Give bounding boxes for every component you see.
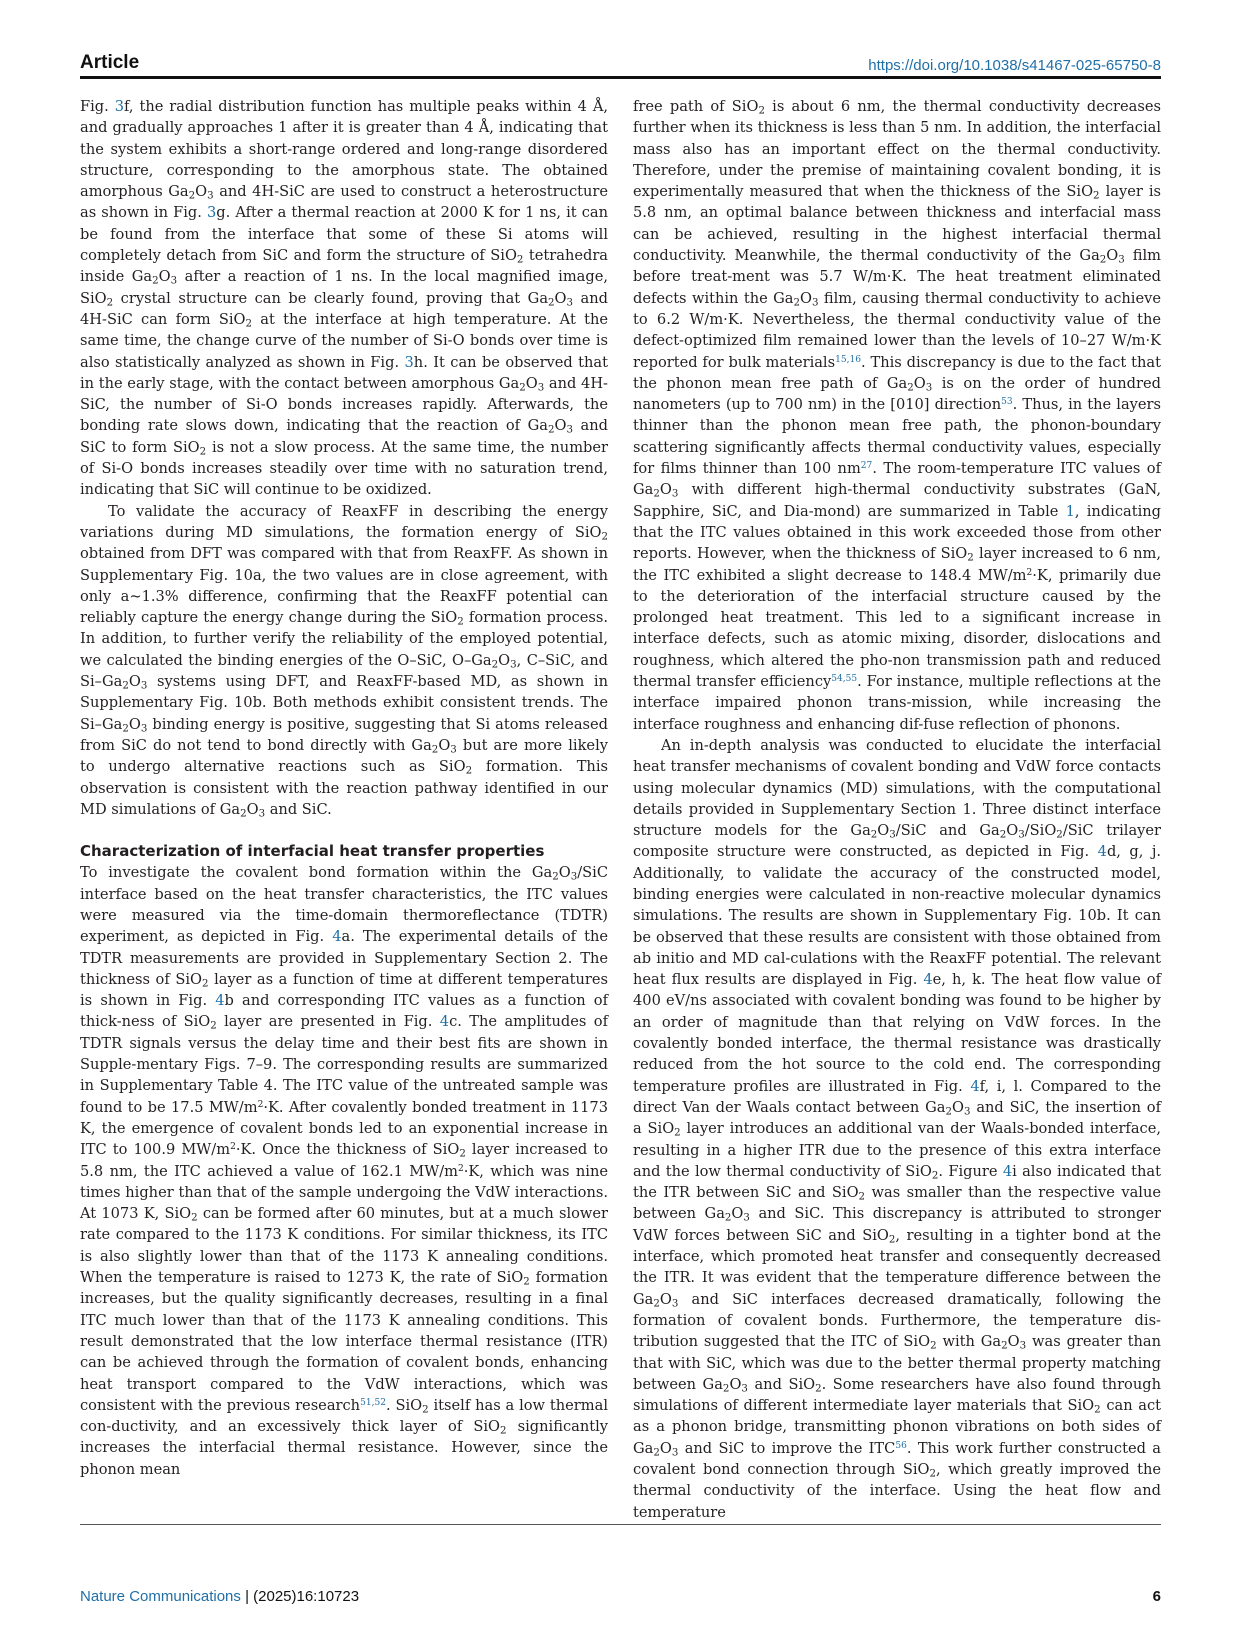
subscript: 3 bbox=[450, 744, 457, 756]
subscript: 3 bbox=[537, 382, 545, 394]
subscript: 3 bbox=[258, 808, 266, 820]
superscript: 2 bbox=[230, 1142, 236, 1153]
subscript: 3 bbox=[889, 829, 896, 841]
subscript: 2 bbox=[457, 616, 464, 628]
subscript: 2 bbox=[724, 1212, 732, 1224]
subscript: 2 bbox=[516, 254, 524, 266]
superscript: 2 bbox=[457, 1163, 464, 1174]
subscript: 2 bbox=[870, 829, 878, 841]
subscript: 2 bbox=[431, 744, 439, 756]
superscript: 2 bbox=[1026, 567, 1033, 578]
subscript: 2 bbox=[930, 1340, 937, 1352]
footer-divider bbox=[80, 1524, 1161, 1525]
figure-ref-link[interactable]: 1 bbox=[1065, 502, 1075, 520]
figure-ref-link[interactable]: 4 bbox=[215, 992, 225, 1010]
subscript: 3 bbox=[207, 190, 214, 202]
header-divider bbox=[80, 76, 1161, 79]
subscript: 3 bbox=[170, 275, 178, 287]
subscript: 2 bbox=[422, 1404, 429, 1416]
subscript: 2 bbox=[907, 382, 914, 394]
subscript: 3 bbox=[566, 297, 574, 309]
subscript: 3 bbox=[671, 488, 679, 500]
subscript: 2 bbox=[106, 297, 114, 309]
subscript: 2 bbox=[491, 659, 499, 671]
figure-ref-link[interactable]: 3 bbox=[114, 98, 125, 115]
page-footer bbox=[80, 1588, 1161, 1605]
figure-ref-link[interactable]: 4 bbox=[923, 971, 933, 989]
footer-separator: | bbox=[240, 1588, 254, 1605]
superscript: 2 bbox=[257, 1099, 264, 1110]
subscript: 2 bbox=[122, 723, 129, 735]
subscript: 3 bbox=[140, 723, 148, 735]
citation-ref-link[interactable]: 27 bbox=[860, 461, 873, 472]
subscript: 2 bbox=[548, 297, 555, 309]
subscript: 3 bbox=[963, 1106, 971, 1118]
subscript: 2 bbox=[793, 297, 801, 309]
subscript: 2 bbox=[999, 829, 1007, 841]
citation-ref-link[interactable]: 54,55 bbox=[831, 674, 858, 685]
right-column bbox=[633, 96, 1162, 1521]
figure-ref-link[interactable]: 4 bbox=[1002, 1162, 1013, 1180]
subscript: 3 bbox=[1118, 254, 1125, 266]
subscript: 2 bbox=[188, 190, 196, 202]
footer-citation bbox=[80, 1588, 359, 1605]
page-header bbox=[80, 44, 1161, 74]
subscript: 2 bbox=[674, 1127, 681, 1139]
subscript: 2 bbox=[653, 1447, 660, 1459]
subscript: 3 bbox=[510, 659, 517, 671]
subscript: 2 bbox=[1056, 829, 1063, 841]
figure-ref-link[interactable]: 3 bbox=[207, 204, 217, 222]
subscript: 2 bbox=[1099, 254, 1107, 266]
subscript: 2 bbox=[191, 1212, 198, 1224]
subscript: 2 bbox=[1093, 190, 1100, 202]
subscript: 2 bbox=[858, 1191, 866, 1203]
subscript: 2 bbox=[601, 531, 608, 543]
subscript: 2 bbox=[152, 275, 159, 287]
subscript: 2 bbox=[945, 1106, 953, 1118]
citation-ref-link[interactable]: 56 bbox=[895, 1440, 907, 1451]
subscript: 2 bbox=[240, 808, 247, 820]
doi-link[interactable]: https://doi.org/10.1038/s41467-025-65750-8 bbox=[868, 57, 1161, 74]
subscript: 2 bbox=[465, 765, 473, 777]
subscript: 2 bbox=[210, 1021, 217, 1033]
subscript: 2 bbox=[547, 425, 555, 436]
subscript: 2 bbox=[500, 1425, 507, 1437]
subscript: 2 bbox=[245, 318, 252, 330]
subscript: 2 bbox=[722, 1383, 730, 1395]
subscript: 2 bbox=[888, 1234, 896, 1246]
subscript: 3 bbox=[671, 1298, 679, 1310]
paragraph: Fig. 3f, the radial distribution function has multiple peaks within 4 Å, and gradually approaches 1 after it is greater than 4 Å, indicating that the system exhibits a short-range ordered and long-range disordered structure, corresponding to the amorphous state. The obtained amorphous $Ga_2O_3$ and 4H-SiC are used to construct a heterostructure as shown in Fig. 3g. After a thermal reaction at 2000 K for 1 ns, it can be found from the interface that some of these Si atoms will completely detach from SiC and form the structure of SiO$_2$ tetrahedra inside $Ga_2O_3$ after a reaction of 1 ns. In the local magnified image, SiO$_2$ crystal structure can be clearly found, proving that $Ga_2O_3$ and 4H-SiC can form SiO$_2$ at the interface at high temperature. At the same time, the change curve of the number of Si-O bonds over time is also statistically analyzed as shown in Fig. 3h. It can be observed that in the early stage, with the contact between amorphous $Ga_2O_3$ and 4H-SiC, the number of Si-O bonds increases rapidly. Afterwards, the bonding rate slows down, indicating that the reaction of $Ga_2O_3$ and SiC to form SiO$_2$ is not a slow process. At the same time, the number of Si-O bonds increases steadily over time with no saturation trend, indicating that SiC will continue to be oxidized. bbox=[80, 98, 609, 499]
figure-ref-link[interactable]: 4 bbox=[970, 1077, 980, 1095]
subscript: 3 bbox=[811, 297, 819, 309]
subscript: 2 bbox=[523, 1276, 530, 1288]
subscript: 2 bbox=[1094, 1404, 1101, 1416]
subscript: 2 bbox=[1001, 1340, 1008, 1352]
paragraph: To investigate the covalent bond formation within the $Ga_2O_3$/SiC interface based on the heat transfer characteristics, the ITC values were measured via the time-domain thermoreflectance (TDTR) experiment, as depicted in Fig. 4a. The experimental details of the TDTR measurements are provided in Supplementary Section 2. The thickness of SiO$_2$ layer as a function of time at different temperatures is shown in Fig. 4b and corresponding ITC values as a function of thick-ness of SiO$_2$ layer are presented in Fig. 4c. The amplitudes of TDTR signals versus the delay time and their best fits are shown in Supple-mentary Figs. 7–9. The corresponding results are summarized in Supplementary Table 4. The ITC value of the untreated sample was found to be 17.5 $MW/m^2\cdot K$. After covalently bonded treatment in 1173 K, the emergence of covalent bonds led to an exponential increase in ITC to 100.9 $MW/m^2\cdot K$. Once the thickness of SiO$_2$ layer increased to 5.8 nm, the ITC achieved a value of 162.1 $MW/m^2\cdot K$, which was nine times higher than that of the sample undergoing the VdW interactions. At 1073 K, SiO$_2$ can be formed after 60 minutes, but at a much slower rate compared to the 1173 K conditions. For similar thickness, its ITC is also slightly lower than that of the 1173 K annealing conditions. When the temperature is raised to 1273 K, the rate of SiO$_2$ formation increases, but the quality significantly decreases, resulting in a final ITC much lower than that of the 1173 K annealing conditions. This result demonstrated that the low interface thermal resistance (ITR) can be achieved through the formation of covalent bonds, enhancing heat transport compared to the VdW interactions, which was consistent with the previous research$^{51,52}$. SiO$_2$ itself has a low thermal con-ductivity, and an excessively thick layer of SiO$_2$ significantly increases the interfacial thermal resistance. However, since the phonon mean bbox=[80, 864, 609, 1478]
subscript: 2 bbox=[199, 446, 207, 458]
subscript: 2 bbox=[201, 978, 209, 990]
subscript: 2 bbox=[929, 1468, 936, 1480]
figure-ref-link[interactable]: 4 bbox=[332, 928, 342, 946]
journal-link[interactable]: Nature Communications bbox=[80, 1588, 241, 1605]
subscript: 3 bbox=[741, 1383, 748, 1395]
citation-ref-link[interactable]: 51,52 bbox=[360, 1397, 386, 1408]
citation-ref-link[interactable]: 15,16 bbox=[835, 354, 861, 365]
subscript: 2 bbox=[122, 680, 129, 692]
subscript: 3 bbox=[743, 1212, 750, 1224]
page-number: 6 bbox=[1152, 1588, 1161, 1605]
subscript: 3 bbox=[671, 1447, 679, 1459]
subscript: 3 bbox=[1018, 829, 1025, 841]
section-heading: Characterization of interfacial heat transfer properties bbox=[80, 842, 545, 861]
figure-ref-link[interactable]: 4 bbox=[439, 1013, 450, 1031]
subscript: 2 bbox=[653, 1298, 660, 1310]
citation-ref-link[interactable]: 53 bbox=[1001, 397, 1013, 408]
subscript: 2 bbox=[653, 488, 660, 500]
body-columns bbox=[80, 96, 1162, 1521]
article-type-label: Article bbox=[80, 52, 140, 73]
figure-ref-link[interactable]: 3 bbox=[404, 353, 414, 371]
paragraph: An in-depth analysis was conducted to elucidate the interfacial heat transfer mechanisms of covalent bonding and VdW force contacts using molecular dynamics (MD) simulations, with the computational details provided in Supplementary Section 1. Three distinct interface structure models for the $Ga_2O_3$/SiC and $Ga_2O_3/SiO_2$/SiC trilayer composite structure were constructed, as depicted in Fig. 4d, g, j. Additionally, to validate the accuracy of the constructed model, binding energies were calculated in non-reactive molecular dynamics simulations. The results are shown in Supplementary Fig. 10b. It can be observed that these results are consistent with those obtained from ab initio and MD cal-culations with the ReaxFF potential. The relevant heat flux results are displayed in Fig. 4e, h, k. The heat flow value of 400 eV/ns associated with covalent bonding was found to be higher by an order of magnitude than that relying on VdW forces. In the covalently bonded interface, the thermal resistance was drastically reduced from the hot source to the cold end. The corresponding temperature profiles are illustrated in Fig. 4f, i, l. Compared to the direct Van der Waals contact between $Ga_2O_3$ and SiC, the insertion of a SiO$_2$ layer introduces an additional van der Waals-bonded interface, resulting in a higher ITR due to the presence of this extra interface and the low thermal conductivity of SiO$_2$. Figure 4i also indicated that the ITR between SiC and SiO$_2$ was smaller than the respective value between $Ga_2O_3$ and SiC. This discrepancy is attributed to stronger VdW forces between SiC and SiO$_2$, resulting in a tighter bond at the interface, which promoted heat transfer and consequently decreased the ITR. It was evident that the temperature difference between the $Ga_2O_3$ and SiC interfaces decreased dramatically, following the formation of covalent bonds. Furthermore, the temperature dis-tribution suggested that the ITC of SiO$_2$ with $Ga_2O_3$ was greater than that with SiC, which was due to the better thermal property matching between $Ga_2O_3$ and SiO$_2$. Some researchers have also found through simulations of different intermediate layer materials that SiO$_2$ can act as a phonon bridge, transmitting phonon vibrations on both sides of $Ga_2O_3$ and SiC to improve the ITC$^{56}$. This work further constructed a covalent bond connection through SiO$_2$, which greatly improved the thermal conductivity of the interface. Using the heat flow and temperature bbox=[633, 736, 1162, 1521]
subscript: 3 bbox=[925, 382, 933, 394]
subscript: 2 bbox=[815, 1383, 822, 1395]
left-column bbox=[80, 96, 608, 1516]
subscript: 3 bbox=[570, 871, 578, 883]
subscript: 3 bbox=[140, 680, 148, 692]
paragraph: To validate the accuracy of ReaxFF in describing the energy variations during MD simulations, the formation energy of SiO$_2$ obtained from DFT was compared with that from ReaxFF. As shown in Supplementary Fig. 10a, the two values are in close agreement, with only a~1.3% difference, confirming that the ReaxFF potential can reliably capture the energy change during the SiO$_2$ formation process. In addition, to further verify the reliability of the employed potential, we calculated the binding energies of the O–SiC, $O-Ga_2O_3$, C–SiC, and $Si-Ga_2O_3$ systems using DFT, and ReaxFF-based MD, as shown in Supplementary Fig. 10b. Both methods exhibit consistent trends. The $Si-Ga_2O_3$ binding energy is positive, suggesting that Si atoms released from SiC do not tend to bond directly with $Ga_2O_3$ but are more likely to undergo alternative reactions such as SiO$_2$ formation. This observation is consistent with the reaction pathway identified in our MD simulations of $Ga_2O_3$ and SiC. bbox=[80, 502, 608, 820]
subscript: 2 bbox=[758, 105, 765, 117]
subscript: 2 bbox=[519, 382, 526, 394]
subscript: 2 bbox=[931, 1170, 939, 1182]
subscript: 2 bbox=[967, 552, 974, 564]
volume-citation: (2025)16:10723 bbox=[253, 1588, 360, 1605]
paragraph: free path of SiO$_2$ is about 6 nm, the thermal conductivity decreases further when its thickness is less than 5 nm. In addition, the interfacial mass also has an important effect on the thermal conductivity. Therefore, under the premise of maintaining covalent bonding, it is experimentally measured that when the thickness of the SiO$_2$ layer is 5.8 nm, an optimal balance between thickness and interfacial mass can be achieved, resulting in the highest interfacial thermal conductivity. Meanwhile, the thermal conductivity of the $Ga_2O_3$ film before treat-ment was 5.7 W/m·K. The heat treatment eliminated defects within the $Ga_2O_3$ film, causing thermal conductivity to achieve to 6.2 W/m·K. Nevertheless, the thermal conductivity value of the defect-optimized film remained lower than the levels of 10–27 W/m·K reported for bulk materials$^{15,16}$. This discrepancy is due to the fact that the phonon mean free path of $Ga_2O_3$ is on the order of hundred nanometers (up to 700 nm) in the [010] direction$^{53}$. Thus, in the layers thinner than the phonon mean free path, the phonon-boundary scattering significantly affects thermal conductivity values, especially for films thinner than 100 nm$^{27}$. The room-temperature ITC values of $Ga_2O_3$ with different high-thermal conductivity substrates (GaN, Sapphire, SiC, and Dia-mond) are summarized in Table 1, indicating that the ITC values obtained in this work exceeded those from other reports. However, when the thickness of SiO$_2$ layer increased to 6 nm, the ITC exhibited a slight decrease to 148.4 $MW/m^2\cdot K$, primarily due to the deterioration of the interfacial structure caused by the prolonged heat treatment. This led to a significant increase in interface defects, such as atomic mixing, disorder, dislocations and roughness, which altered the pho-non transmission path and reduced thermal transfer efficiency$^{54,55}$. For instance, multiple reflections at the interface impaired phonon trans-mission, while increasing the interface roughness and enhancing dif-fuse reflection of phonons. bbox=[633, 98, 1161, 733]
subscript: 3 bbox=[566, 425, 573, 436]
subscript: 2 bbox=[552, 871, 559, 883]
subscript: 2 bbox=[459, 1148, 466, 1160]
figure-ref-link[interactable]: 4 bbox=[1097, 843, 1107, 861]
subscript: 3 bbox=[1019, 1340, 1027, 1352]
